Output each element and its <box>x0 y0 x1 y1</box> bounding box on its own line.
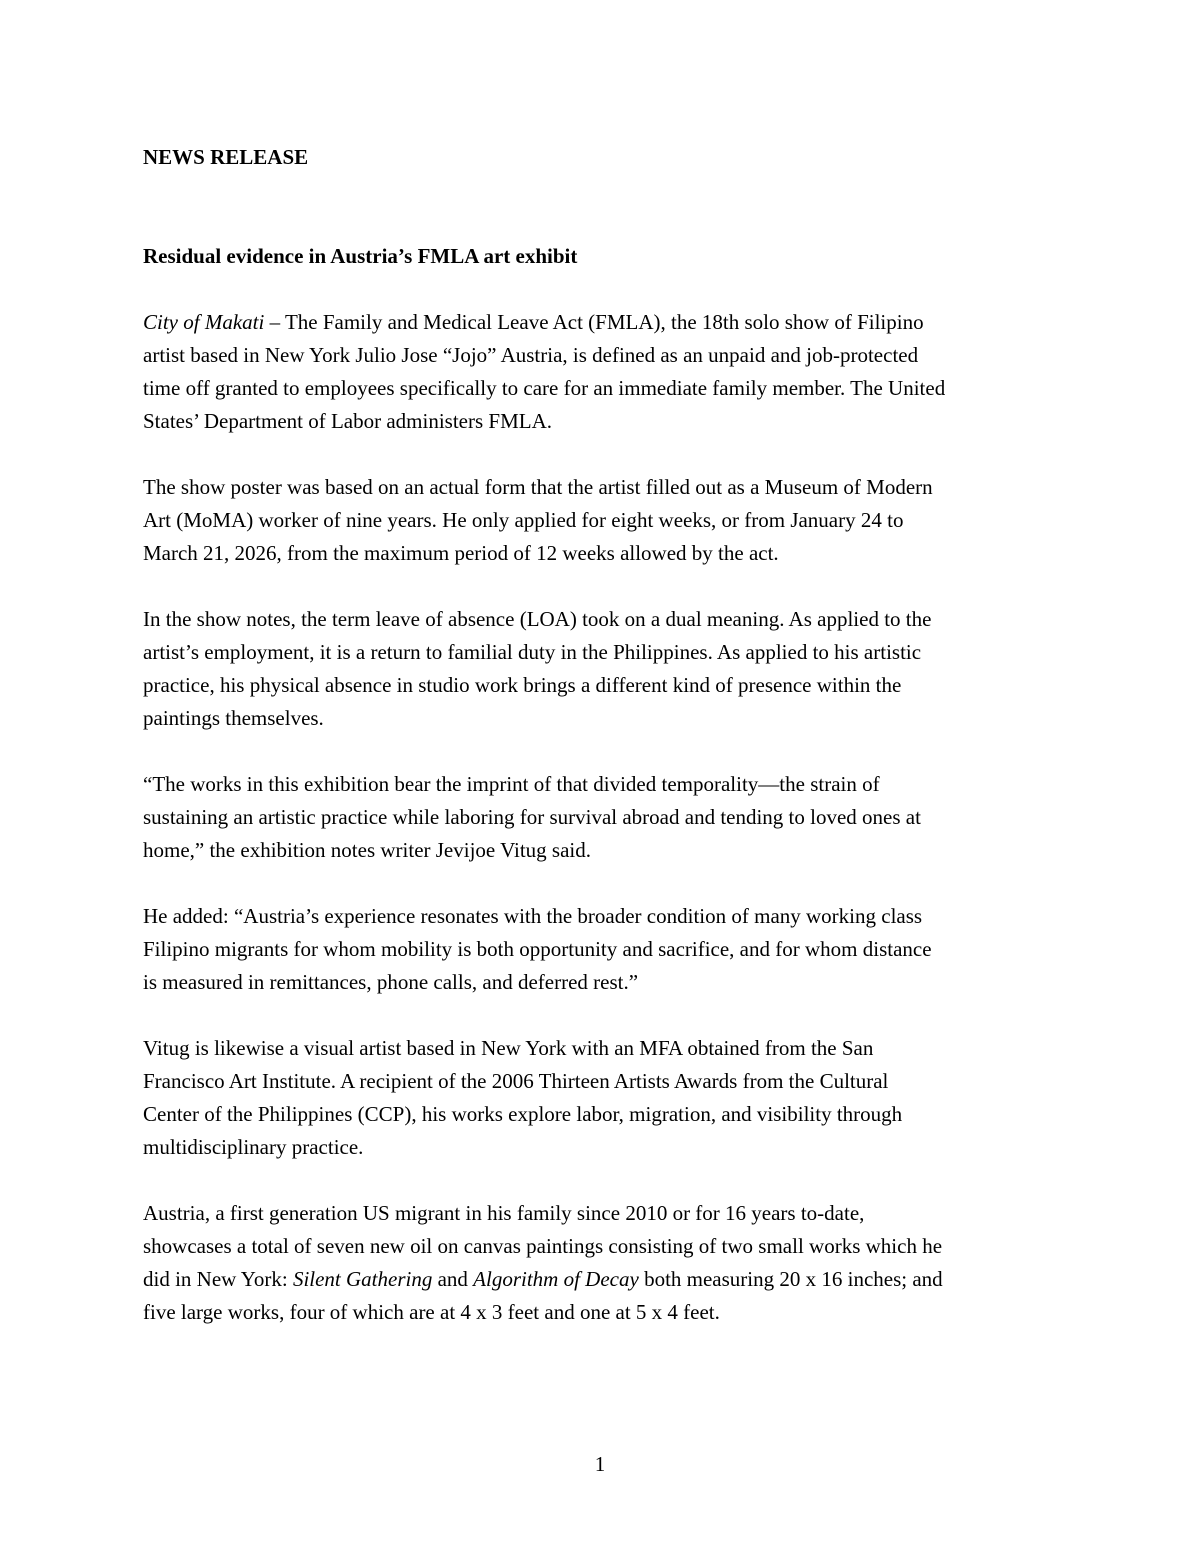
text-segment: paintings themselves. <box>143 706 324 730</box>
text-line <box>143 537 1060 570</box>
text-segment: The show poster was based on an actual form that the artist filled out as a Museum of Modern <box>143 475 933 499</box>
paragraph <box>143 603 1060 735</box>
text-line <box>143 768 1060 801</box>
text-line <box>143 1230 1060 1263</box>
document-body <box>143 306 1060 1329</box>
paragraph <box>143 900 1060 999</box>
italic-text-segment: City of Makati <box>143 310 265 334</box>
text-segment: artist based in New York Julio Jose “Jojo” Austria, is defined as an unpaid and job-protected <box>143 343 919 367</box>
text-segment: showcases a total of seven new oil on canvas paintings consisting of two small works which he <box>143 1234 943 1258</box>
text-segment: Austria, a first generation US migrant in his family since 2010 or for 16 years to-date, <box>143 1201 865 1225</box>
text-segment: both measuring 20 x 16 inches; and <box>638 1267 943 1291</box>
text-segment: “The works in this exhibition bear the imprint of that divided temporality—the strain of <box>143 772 880 796</box>
paragraph <box>143 768 1060 867</box>
text-line <box>143 339 1060 372</box>
text-line <box>143 702 1060 735</box>
text-line <box>143 1296 1060 1329</box>
text-line <box>143 1131 1060 1164</box>
text-segment: Vitug is likewise a visual artist based in New York with an MFA obtained from the San <box>143 1036 874 1060</box>
text-segment: States’ Department of Labor administers FMLA. <box>143 409 553 433</box>
text-line <box>143 669 1060 702</box>
text-segment: sustaining an artistic practice while laboring for survival abroad and tending to loved ones at <box>143 805 921 829</box>
text-line <box>143 933 1060 966</box>
text-segment: did in New York: <box>143 1267 293 1291</box>
text-segment: home,” the exhibition notes writer Jevijoe Vitug said. <box>143 838 592 862</box>
page-footer <box>0 1448 1200 1481</box>
text-segment: He added: “Austria’s experience resonates with the broader condition of many working class <box>143 904 923 928</box>
text-line <box>143 603 1060 636</box>
text-segment: March 21, 2026, from the maximum period of 12 weeks allowed by the act. <box>143 541 779 565</box>
text-segment: In the show notes, the term leave of absence (LOA) took on a dual meaning. As applied to the <box>143 607 932 631</box>
text-segment: and <box>432 1267 474 1291</box>
italic-text-segment: Algorithm of Decay <box>473 1267 639 1291</box>
text-line <box>143 1032 1060 1065</box>
kicker: NEWS RELEASE <box>143 145 309 169</box>
text-segment: artist’s employment, it is a return to familial duty in the Philippines. As applied to his artistic <box>143 640 922 664</box>
text-segment: multidisciplinary practice. <box>143 1135 364 1159</box>
text-line <box>143 966 1060 999</box>
text-line <box>143 1065 1060 1098</box>
page-number: 1 <box>594 1452 606 1476</box>
text-line <box>143 834 1060 867</box>
headline: Residual evidence in Austria’s FMLA art exhibit <box>143 244 578 268</box>
text-line <box>143 471 1060 504</box>
italic-text-segment: Silent Gathering <box>292 1267 433 1291</box>
text-segment: time off granted to employees specifically to care for an immediate family member. The United <box>143 376 946 400</box>
paragraph <box>143 1032 1060 1164</box>
text-segment: Filipino migrants for whom mobility is both opportunity and sacrifice, and for whom distance <box>143 937 932 961</box>
text-line <box>143 1098 1060 1131</box>
text-segment: practice, his physical absence in studio work brings a different kind of presence within the <box>143 673 902 697</box>
paragraph <box>143 1197 1060 1329</box>
text-line <box>143 1263 1060 1296</box>
text-line <box>143 801 1060 834</box>
text-line <box>143 900 1060 933</box>
text-line <box>143 306 1060 339</box>
text-segment: is measured in remittances, phone calls, and deferred rest.” <box>143 970 639 994</box>
text-segment: five large works, four of which are at 4 x 3 feet and one at 5 x 4 feet. <box>143 1300 720 1324</box>
text-line <box>143 405 1060 438</box>
text-segment: Francisco Art Institute. A recipient of the 2006 Thirteen Artists Awards from the Cultural <box>143 1069 889 1093</box>
text-segment: Art (MoMA) worker of nine years. He only applied for eight weeks, or from January 24 to <box>143 508 904 532</box>
paragraph <box>143 471 1060 570</box>
text-line <box>143 504 1060 537</box>
text-line <box>143 1197 1060 1230</box>
text-segment: Center of the Philippines (CCP), his works explore labor, migration, and visibility through <box>143 1102 903 1126</box>
text-line <box>143 372 1060 405</box>
text-line <box>143 636 1060 669</box>
text-segment: – The Family and Medical Leave Act (FMLA), the 18th solo show of Filipino <box>264 310 924 334</box>
paragraph <box>143 306 1060 438</box>
